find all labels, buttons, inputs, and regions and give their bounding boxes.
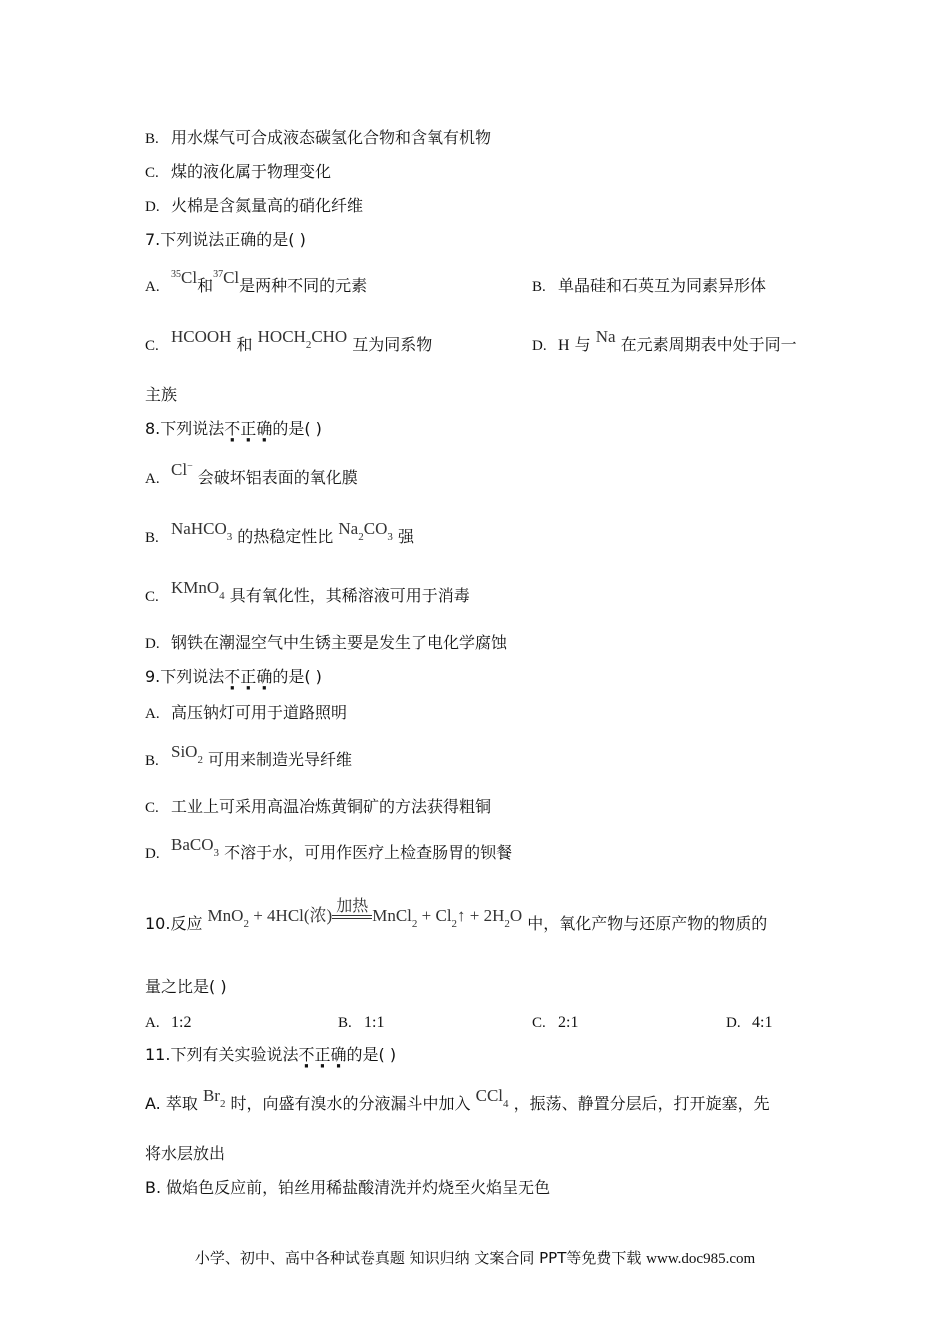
formula-ccl4: CCl$_4$ <box>475 1086 509 1110</box>
question-8-stem: 8.下列说法不正确的是( ) <box>145 419 322 438</box>
reaction-equation: MnO$_2$ + 4HCl(浓) 加热 MnCl$_2$ + $Cl_2↑ + 2H_2O$ <box>207 898 523 930</box>
question-7-option-c: C. HCOOH 和 $HOCH_2CHO$ 互为同系物 <box>145 327 433 354</box>
formula-baco3: BaCO$_3$ <box>171 835 219 859</box>
option-c-line: C. 煤的液化属于物理变化 <box>145 162 332 181</box>
question-9-option-b: B. SiO$_2$ 可用来制造光导纤维 <box>145 742 353 769</box>
question-7-option-d-continued: 主族 <box>145 385 178 404</box>
question-11-option-a-continued: 将水层放出 <box>145 1144 226 1163</box>
formula-cl35: $^{35}$Cl <box>171 268 198 287</box>
formula-na2co3: $Na_2CO_3$ <box>338 519 393 543</box>
footer-link[interactable]: www.doc985.com <box>646 1251 756 1267</box>
heating-condition: 加热 <box>332 899 372 919</box>
formula-cl37: $^{37}$Cl <box>213 268 240 287</box>
question-7-option-b: B. 单晶硅和石英互为同素异形体 <box>532 276 767 295</box>
question-10-option-d: D. 4:1 <box>726 1014 773 1031</box>
formula-chloride-ion: Cl− <box>171 460 193 479</box>
question-7-stem: 7.下列说法正确的是( ) <box>145 230 306 249</box>
question-9-option-d: D. BaCO$_3$ 不溶于水，可用作医疗上检查肠胃的钡餐 <box>145 835 513 862</box>
option-b-line: B. 用水煤气可合成液态碳氢化合物和含氧有机物 <box>145 128 492 147</box>
question-10-option-c: C. 2:1 <box>532 1014 579 1031</box>
question-10-stem: 10.反应 MnO$_2$ + 4HCl(浓) 加热 MnCl$_2$ + $Cl_2↑ + 2H_2O$ 中，氧化产物与还原产物的物质的 <box>145 898 768 933</box>
question-7-option-d: D. H 与 Na 在元素周期表中处于同一 <box>532 327 797 354</box>
question-7-option-a: A.$^{35}$Cl和$^{37}$Cl是两种不同的元素 <box>145 268 368 295</box>
question-9-option-c: C. 工业上可采用高温冶炼黄铜矿的方法获得粗铜 <box>145 797 492 816</box>
formula-nahco3: NaHCO$_3$ <box>171 519 233 543</box>
question-10-option-b: B. 1:1 <box>338 1014 385 1031</box>
question-10-stem-continued: 量之比是( ) <box>145 977 227 996</box>
question-8-option-a: A. Cl− 会破坏铝表面的氧化膜 <box>145 460 358 487</box>
question-9-stem: 9.下列说法不正确的是( ) <box>145 667 322 686</box>
formula-br2: $Br_2$ <box>202 1086 226 1110</box>
formula-hoch2cho: $HOCH_2CHO$ <box>257 327 348 351</box>
question-8-option-d: D. 钢铁在潮湿空气中生锈主要是发生了电化学腐蚀 <box>145 633 508 652</box>
page-footer: 小学、初中、高中各种试卷真题 知识归纳 文案合同 PPT等免费下载 www.doc985.com <box>194 1249 756 1267</box>
question-11-option-b: B. 做焰色反应前，铂丝用稀盐酸清洗并灼烧至火焰呈无色 <box>145 1178 551 1197</box>
question-8-option-b: B. NaHCO$_3$ 的热稳定性比 $Na_2CO_3$ 强 <box>145 519 414 546</box>
question-9-option-a: A. 高压钠灯可用于道路照明 <box>145 703 348 722</box>
question-11-option-a: A. 萃取 $Br_2$ 时，向盛有溴水的分液漏斗中加入 CCl$_4$ ，振荡、静置分层后，打开旋塞，先 <box>145 1086 770 1113</box>
question-10-option-a: A. 1:2 <box>145 1014 192 1031</box>
question-8-option-c: C. KMnO$_4$ 具有氧化性，其稀溶液可用于消毒 <box>145 578 470 605</box>
question-11-stem: 11.下列有关实验说法不正确的是( ) <box>145 1045 397 1064</box>
formula-sio2: SiO$_2$ <box>171 742 203 766</box>
option-d-line: D. 火棉是含氮量高的硝化纤维 <box>145 196 364 215</box>
formula-kmno4: KMnO$_4$ <box>171 578 225 602</box>
